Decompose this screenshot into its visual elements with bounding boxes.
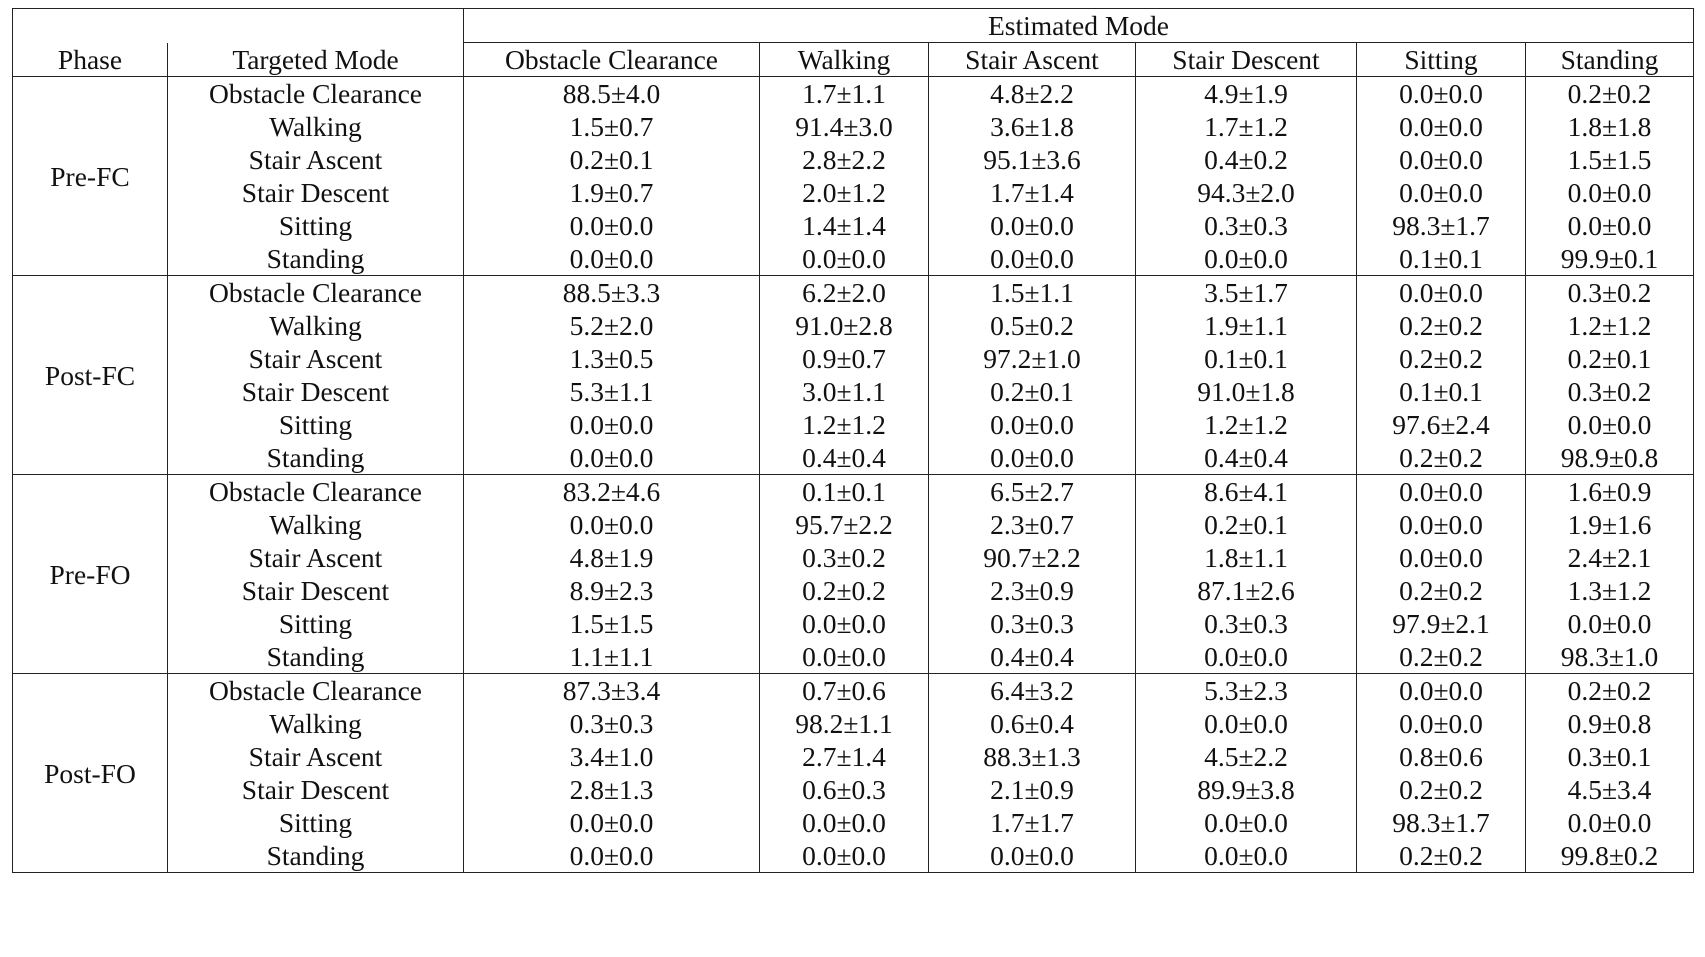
value-cell: 1.5±1.1 [929, 276, 1136, 310]
table-row [13, 607, 1694, 640]
value-cell: 0.0±0.0 [464, 508, 760, 541]
value-cell: 0.0±0.0 [1526, 408, 1694, 441]
table-body [13, 77, 1694, 873]
targeted-mode-label: Stair Descent [168, 574, 464, 607]
value-cell: 98.9±0.8 [1526, 441, 1694, 475]
value-cell: 0.0±0.0 [760, 242, 929, 276]
table-row [13, 740, 1694, 773]
value-cell: 88.5±3.3 [464, 276, 760, 310]
value-cell: 2.0±1.2 [760, 176, 929, 209]
phase-label: Post-FC [13, 276, 168, 475]
table-row [13, 110, 1694, 143]
table-row [13, 806, 1694, 839]
value-cell: 0.1±0.1 [760, 475, 929, 509]
table-row [13, 242, 1694, 276]
value-cell: 0.6±0.3 [760, 773, 929, 806]
value-cell: 91.0±2.8 [760, 309, 929, 342]
targeted-mode-label: Standing [168, 242, 464, 276]
table-row [13, 508, 1694, 541]
value-cell: 6.2±2.0 [760, 276, 929, 310]
table-row [13, 408, 1694, 441]
value-cell: 0.0±0.0 [464, 408, 760, 441]
value-cell: 0.3±0.3 [929, 607, 1136, 640]
value-cell: 1.7±1.1 [760, 77, 929, 111]
value-cell: 2.3±0.9 [929, 574, 1136, 607]
value-cell: 0.1±0.1 [1357, 375, 1526, 408]
value-cell: 0.0±0.0 [464, 839, 760, 873]
value-cell: 91.0±1.8 [1136, 375, 1357, 408]
value-cell: 0.2±0.2 [1357, 574, 1526, 607]
phase-label: Post-FO [13, 674, 168, 873]
value-cell: 0.0±0.0 [464, 209, 760, 242]
value-cell: 0.0±0.0 [1526, 806, 1694, 839]
value-cell: 0.4±0.2 [1136, 143, 1357, 176]
phase-column-header: Phase [13, 43, 168, 77]
table-row [13, 541, 1694, 574]
value-cell: 0.0±0.0 [1357, 110, 1526, 143]
table-row [13, 773, 1694, 806]
value-cell: 3.6±1.8 [929, 110, 1136, 143]
value-cell: 6.4±3.2 [929, 674, 1136, 708]
value-cell: 0.9±0.7 [760, 342, 929, 375]
value-cell: 4.5±3.4 [1526, 773, 1694, 806]
column-header-sitting: Sitting [1357, 43, 1526, 77]
value-cell: 99.8±0.2 [1526, 839, 1694, 873]
value-cell: 90.7±2.2 [929, 541, 1136, 574]
value-cell: 4.8±1.9 [464, 541, 760, 574]
table-row [13, 839, 1694, 873]
targeted-mode-label: Walking [168, 110, 464, 143]
table-row [13, 342, 1694, 375]
value-cell: 97.9±2.1 [1357, 607, 1526, 640]
value-cell: 8.6±4.1 [1136, 475, 1357, 509]
value-cell: 0.0±0.0 [929, 408, 1136, 441]
value-cell: 97.2±1.0 [929, 342, 1136, 375]
value-cell: 0.2±0.2 [1357, 773, 1526, 806]
value-cell: 1.2±1.2 [1136, 408, 1357, 441]
value-cell: 1.7±1.2 [1136, 110, 1357, 143]
value-cell: 0.2±0.2 [1357, 640, 1526, 674]
value-cell: 2.3±0.7 [929, 508, 1136, 541]
value-cell: 0.3±0.3 [464, 707, 760, 740]
value-cell: 2.4±2.1 [1526, 541, 1694, 574]
value-cell: 0.0±0.0 [1136, 839, 1357, 873]
table-row [13, 143, 1694, 176]
value-cell: 0.0±0.0 [1357, 77, 1526, 111]
value-cell: 0.0±0.0 [1526, 176, 1694, 209]
value-cell: 0.0±0.0 [1357, 276, 1526, 310]
value-cell: 1.2±1.2 [760, 408, 929, 441]
value-cell: 0.2±0.2 [1357, 441, 1526, 475]
value-cell: 0.2±0.1 [1136, 508, 1357, 541]
value-cell: 88.3±1.3 [929, 740, 1136, 773]
header-blank-cell [13, 9, 464, 43]
targeted-mode-label: Walking [168, 707, 464, 740]
table-row [13, 77, 1694, 111]
value-cell: 3.0±1.1 [760, 375, 929, 408]
value-cell: 1.4±1.4 [760, 209, 929, 242]
value-cell: 97.6±2.4 [1357, 408, 1526, 441]
table-header [13, 9, 1694, 77]
value-cell: 0.0±0.0 [1136, 242, 1357, 276]
value-cell: 89.9±3.8 [1136, 773, 1357, 806]
column-header-standing: Standing [1526, 43, 1694, 77]
value-cell: 3.5±1.7 [1136, 276, 1357, 310]
value-cell: 0.3±0.2 [1526, 276, 1694, 310]
table-row [13, 441, 1694, 475]
confusion-matrix-table [12, 8, 1694, 873]
targeted-mode-label: Obstacle Clearance [168, 276, 464, 310]
value-cell: 4.9±1.9 [1136, 77, 1357, 111]
value-cell: 1.1±1.1 [464, 640, 760, 674]
phase-label: Pre-FC [13, 77, 168, 276]
value-cell: 98.3±1.7 [1357, 806, 1526, 839]
value-cell: 0.0±0.0 [760, 607, 929, 640]
table-row [13, 475, 1694, 509]
targeted-mode-label: Stair Descent [168, 773, 464, 806]
targeted-mode-label: Stair Descent [168, 375, 464, 408]
value-cell: 1.3±0.5 [464, 342, 760, 375]
value-cell: 0.1±0.1 [1357, 242, 1526, 276]
targeted-mode-label: Obstacle Clearance [168, 475, 464, 509]
value-cell: 0.9±0.8 [1526, 707, 1694, 740]
value-cell: 1.5±1.5 [1526, 143, 1694, 176]
targeted-mode-label: Standing [168, 839, 464, 873]
targeted-mode-column-header: Targeted Mode [168, 43, 464, 77]
value-cell: 3.4±1.0 [464, 740, 760, 773]
value-cell: 0.2±0.2 [1526, 77, 1694, 111]
value-cell: 0.0±0.0 [929, 441, 1136, 475]
value-cell: 1.9±0.7 [464, 176, 760, 209]
value-cell: 0.2±0.1 [464, 143, 760, 176]
value-cell: 0.2±0.2 [1526, 674, 1694, 708]
targeted-mode-label: Stair Ascent [168, 740, 464, 773]
value-cell: 1.7±1.4 [929, 176, 1136, 209]
value-cell: 0.2±0.1 [929, 375, 1136, 408]
targeted-mode-label: Obstacle Clearance [168, 674, 464, 708]
confusion-table-container [12, 8, 1694, 873]
targeted-mode-label: Sitting [168, 607, 464, 640]
value-cell: 0.0±0.0 [464, 242, 760, 276]
value-cell: 0.7±0.6 [760, 674, 929, 708]
value-cell: 0.0±0.0 [929, 242, 1136, 276]
value-cell: 2.7±1.4 [760, 740, 929, 773]
value-cell: 0.0±0.0 [929, 209, 1136, 242]
value-cell: 98.3±1.0 [1526, 640, 1694, 674]
value-cell: 2.1±0.9 [929, 773, 1136, 806]
value-cell: 0.0±0.0 [760, 839, 929, 873]
targeted-mode-label: Standing [168, 441, 464, 475]
value-cell: 0.0±0.0 [1357, 707, 1526, 740]
targeted-mode-label: Stair Ascent [168, 143, 464, 176]
table-row [13, 674, 1694, 708]
targeted-mode-label: Sitting [168, 806, 464, 839]
targeted-mode-label: Walking [168, 309, 464, 342]
value-cell: 1.8±1.1 [1136, 541, 1357, 574]
value-cell: 0.0±0.0 [760, 806, 929, 839]
header-row-top [13, 9, 1694, 43]
targeted-mode-label: Walking [168, 508, 464, 541]
value-cell: 95.1±3.6 [929, 143, 1136, 176]
table-row [13, 309, 1694, 342]
table-row [13, 640, 1694, 674]
value-cell: 0.0±0.0 [1357, 674, 1526, 708]
table-row [13, 707, 1694, 740]
value-cell: 0.0±0.0 [1526, 607, 1694, 640]
column-header-obstacle-clearance: Obstacle Clearance [464, 43, 760, 77]
targeted-mode-label: Obstacle Clearance [168, 77, 464, 111]
value-cell: 1.3±1.2 [1526, 574, 1694, 607]
value-cell: 83.2±4.6 [464, 475, 760, 509]
column-header-stair-ascent: Stair Ascent [929, 43, 1136, 77]
value-cell: 0.0±0.0 [760, 640, 929, 674]
table-row [13, 276, 1694, 310]
value-cell: 4.8±2.2 [929, 77, 1136, 111]
value-cell: 6.5±2.7 [929, 475, 1136, 509]
value-cell: 1.5±0.7 [464, 110, 760, 143]
value-cell: 0.0±0.0 [1357, 475, 1526, 509]
value-cell: 1.6±0.9 [1526, 475, 1694, 509]
value-cell: 0.0±0.0 [1136, 640, 1357, 674]
value-cell: 0.0±0.0 [464, 441, 760, 475]
estimated-mode-header: Estimated Mode [464, 9, 1694, 43]
value-cell: 1.2±1.2 [1526, 309, 1694, 342]
value-cell: 94.3±2.0 [1136, 176, 1357, 209]
phase-label: Pre-FO [13, 475, 168, 674]
value-cell: 88.5±4.0 [464, 77, 760, 111]
table-row [13, 375, 1694, 408]
value-cell: 98.2±1.1 [760, 707, 929, 740]
targeted-mode-label: Standing [168, 640, 464, 674]
value-cell: 0.0±0.0 [929, 839, 1136, 873]
value-cell: 0.5±0.2 [929, 309, 1136, 342]
value-cell: 1.9±1.6 [1526, 508, 1694, 541]
value-cell: 0.4±0.4 [1136, 441, 1357, 475]
value-cell: 0.3±0.3 [1136, 607, 1357, 640]
value-cell: 0.0±0.0 [1136, 806, 1357, 839]
value-cell: 0.6±0.4 [929, 707, 1136, 740]
header-row-columns [13, 43, 1694, 77]
table-row [13, 176, 1694, 209]
value-cell: 0.3±0.3 [1136, 209, 1357, 242]
value-cell: 0.3±0.2 [1526, 375, 1694, 408]
value-cell: 0.0±0.0 [464, 806, 760, 839]
value-cell: 2.8±1.3 [464, 773, 760, 806]
value-cell: 87.3±3.4 [464, 674, 760, 708]
column-header-walking: Walking [760, 43, 929, 77]
value-cell: 98.3±1.7 [1357, 209, 1526, 242]
value-cell: 0.0±0.0 [1357, 508, 1526, 541]
table-row [13, 574, 1694, 607]
targeted-mode-label: Stair Ascent [168, 541, 464, 574]
value-cell: 0.2±0.1 [1526, 342, 1694, 375]
value-cell: 1.9±1.1 [1136, 309, 1357, 342]
value-cell: 95.7±2.2 [760, 508, 929, 541]
value-cell: 5.2±2.0 [464, 309, 760, 342]
value-cell: 0.4±0.4 [760, 441, 929, 475]
value-cell: 4.5±2.2 [1136, 740, 1357, 773]
value-cell: 1.8±1.8 [1526, 110, 1694, 143]
targeted-mode-label: Stair Descent [168, 176, 464, 209]
value-cell: 5.3±2.3 [1136, 674, 1357, 708]
value-cell: 0.1±0.1 [1136, 342, 1357, 375]
targeted-mode-label: Sitting [168, 209, 464, 242]
targeted-mode-label: Sitting [168, 408, 464, 441]
value-cell: 1.5±1.5 [464, 607, 760, 640]
value-cell: 0.4±0.4 [929, 640, 1136, 674]
value-cell: 91.4±3.0 [760, 110, 929, 143]
value-cell: 5.3±1.1 [464, 375, 760, 408]
value-cell: 0.2±0.2 [1357, 309, 1526, 342]
value-cell: 0.3±0.2 [760, 541, 929, 574]
value-cell: 0.0±0.0 [1526, 209, 1694, 242]
column-header-stair-descent: Stair Descent [1136, 43, 1357, 77]
value-cell: 2.8±2.2 [760, 143, 929, 176]
value-cell: 99.9±0.1 [1526, 242, 1694, 276]
value-cell: 0.0±0.0 [1357, 176, 1526, 209]
value-cell: 0.8±0.6 [1357, 740, 1526, 773]
value-cell: 0.0±0.0 [1136, 707, 1357, 740]
value-cell: 0.0±0.0 [1357, 541, 1526, 574]
value-cell: 0.2±0.2 [1357, 342, 1526, 375]
value-cell: 0.0±0.0 [1357, 143, 1526, 176]
value-cell: 8.9±2.3 [464, 574, 760, 607]
value-cell: 1.7±1.7 [929, 806, 1136, 839]
value-cell: 0.2±0.2 [1357, 839, 1526, 873]
targeted-mode-label: Stair Ascent [168, 342, 464, 375]
value-cell: 87.1±2.6 [1136, 574, 1357, 607]
value-cell: 0.2±0.2 [760, 574, 929, 607]
table-row [13, 209, 1694, 242]
value-cell: 0.3±0.1 [1526, 740, 1694, 773]
